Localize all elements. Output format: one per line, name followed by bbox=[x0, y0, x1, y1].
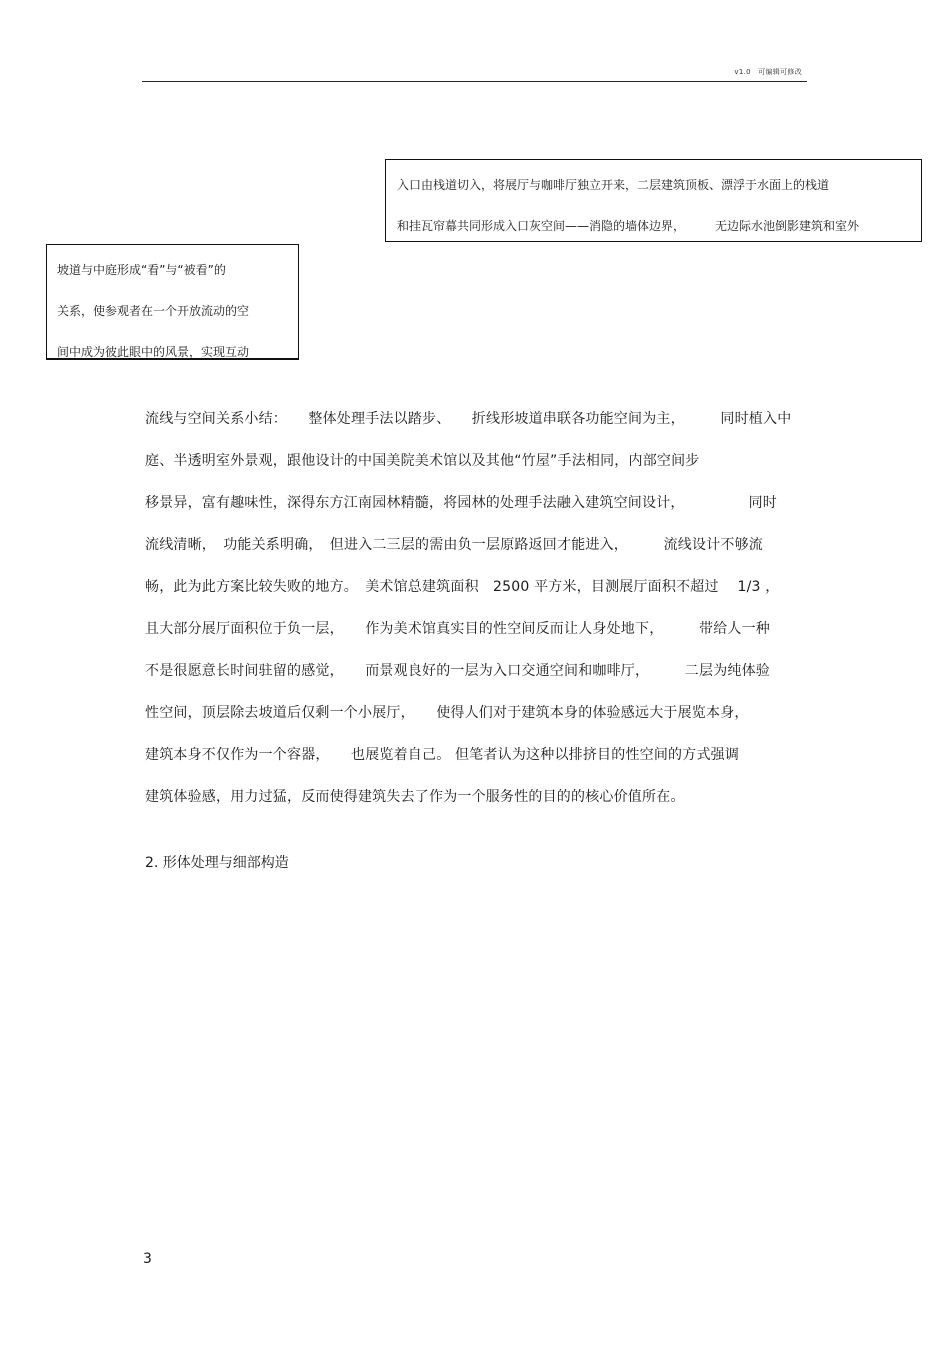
header-divider bbox=[142, 81, 807, 82]
body-line: 性空间，顶层除去坡道后仅剩一个小展厅， 使得人们对于建筑本身的体验感远大于展览本身， bbox=[145, 705, 749, 721]
callout-ramp-line: 间中成为彼此眼中的风景，实现互动 bbox=[57, 345, 250, 359]
callout-entrance-line: 入口由栈道切入，将展厅与咖啡厅独立开来，二层建筑顶板、漂浮于水面上的栈道 bbox=[397, 178, 830, 192]
version-note: v1.0 可编辑可修改 bbox=[734, 68, 802, 76]
body-line: 建筑体验感，用力过猛，反而使得建筑失去了作为一个服务性的目的的核心价值所在。 bbox=[145, 789, 685, 805]
callout-entrance-line: 和挂瓦帘幕共同形成入口灰空间——消隐的墙体边界， 无边际水池倒影建筑和室外 bbox=[397, 219, 860, 233]
callout-entrance-box bbox=[385, 159, 922, 242]
callout-ramp-box bbox=[46, 244, 299, 360]
body-line: 建筑本身不仅作为一个容器， 也展览着自己。 但笔者认为这种以排挤目的性空间的方式强调 bbox=[145, 747, 740, 763]
body-line: 流线清晰， 功能关系明确， 但进入二三层的需由负一层原路返回才能进入， 流线设计不够流 bbox=[145, 537, 763, 553]
callout-ramp-line: 关系，使参观者在一个开放流动的空 bbox=[57, 304, 250, 318]
body-line: 移景异，富有趣味性，深得东方江南园林精髓，将园林的处理手法融入建筑空间设计， 同时 bbox=[145, 495, 777, 511]
body-line: 且大部分展厅面积位于负一层， 作为美术馆真实目的性空间反而让人身处地下， 带给人一种 bbox=[145, 621, 770, 637]
body-line: 不是很愿意长时间驻留的感觉， 而景观良好的一层为入口交通空间和咖啡厅， 二层为纯体验 bbox=[145, 663, 770, 679]
body-line: 庭、半透明室外景观，跟他设计的中国美院美术馆以及其他“竹屋”手法相同，内部空间步 bbox=[145, 453, 700, 469]
section-heading: 2. 形体处理与细部构造 bbox=[145, 855, 289, 871]
callout-ramp-line: 坡道与中庭形成“看”与“被看”的 bbox=[57, 263, 226, 277]
page-number: 3 bbox=[143, 1251, 152, 1267]
body-line: 畅，此为此方案比较失败的地方。 美术馆总建筑面积 2500 平方米，目测展厅面积不超过 1/3 ， bbox=[145, 579, 780, 595]
body-line: 流线与空间关系小结： 整体处理手法以踏步、 折线形坡道串联各功能空间为主， 同时植入中 bbox=[145, 411, 792, 427]
